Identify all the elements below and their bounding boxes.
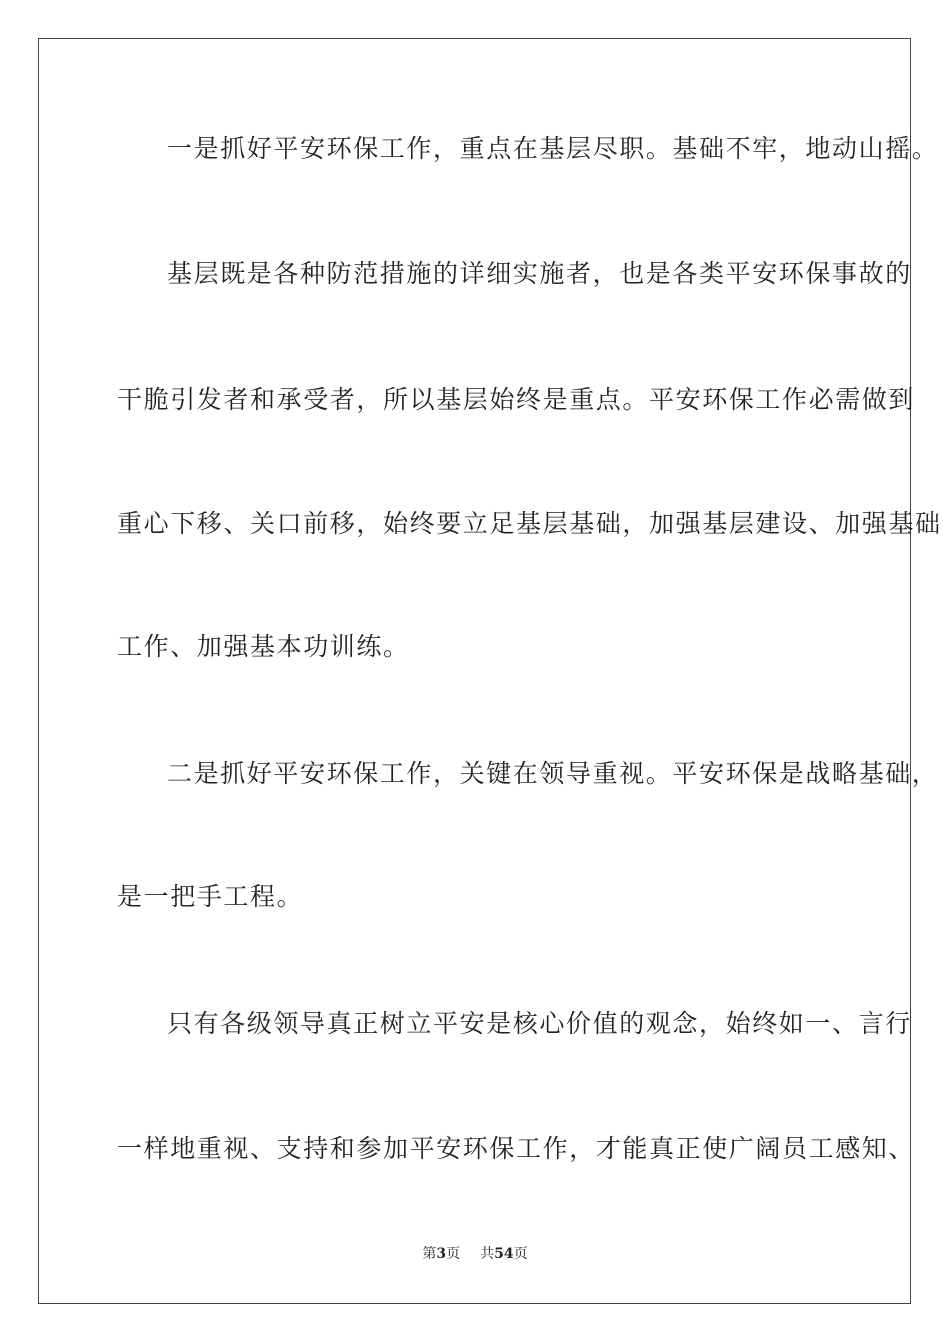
paragraph-line: 干脆引发者和承受者，所以基层始终是重点。平安环保工作必需做到: [117, 385, 916, 414]
page-number: 3: [436, 1246, 447, 1262]
paragraph-line: 工作、加强基本功训练。: [117, 632, 410, 661]
paragraph-line: 重心下移、关口前移，始终要立足基层基础，加强基层建设、加强基础: [117, 509, 942, 538]
total-prefix: 共: [480, 1246, 495, 1262]
paragraph-line: 一是抓好平安环保工作，重点在基层尽职。基础不牢，地动山摇。: [167, 134, 939, 163]
paragraph-line: 二是抓好平安环保工作，关键在领导重视。平安环保是战略基础，: [167, 759, 939, 788]
page-border: [38, 38, 942, 1304]
page-footer: [0, 1245, 950, 1263]
paragraph-line: 一样地重视、支持和参加平安环保工作，才能真正使广阔员工感知、: [117, 1134, 916, 1163]
paragraph-line: 是一把手工程。: [117, 882, 304, 911]
total-pages: 54: [494, 1246, 514, 1262]
paragraph-line: 只有各级领导真正树立平安是核心价值的观念，始终如一、言行: [167, 1009, 912, 1038]
paragraph-line: 基层既是各种防范措施的详细实施者，也是各类平安环保事故的: [167, 259, 912, 288]
page-suffix: 页: [446, 1246, 461, 1262]
total-suffix: 页: [513, 1246, 528, 1262]
page-prefix: 第: [422, 1246, 437, 1262]
